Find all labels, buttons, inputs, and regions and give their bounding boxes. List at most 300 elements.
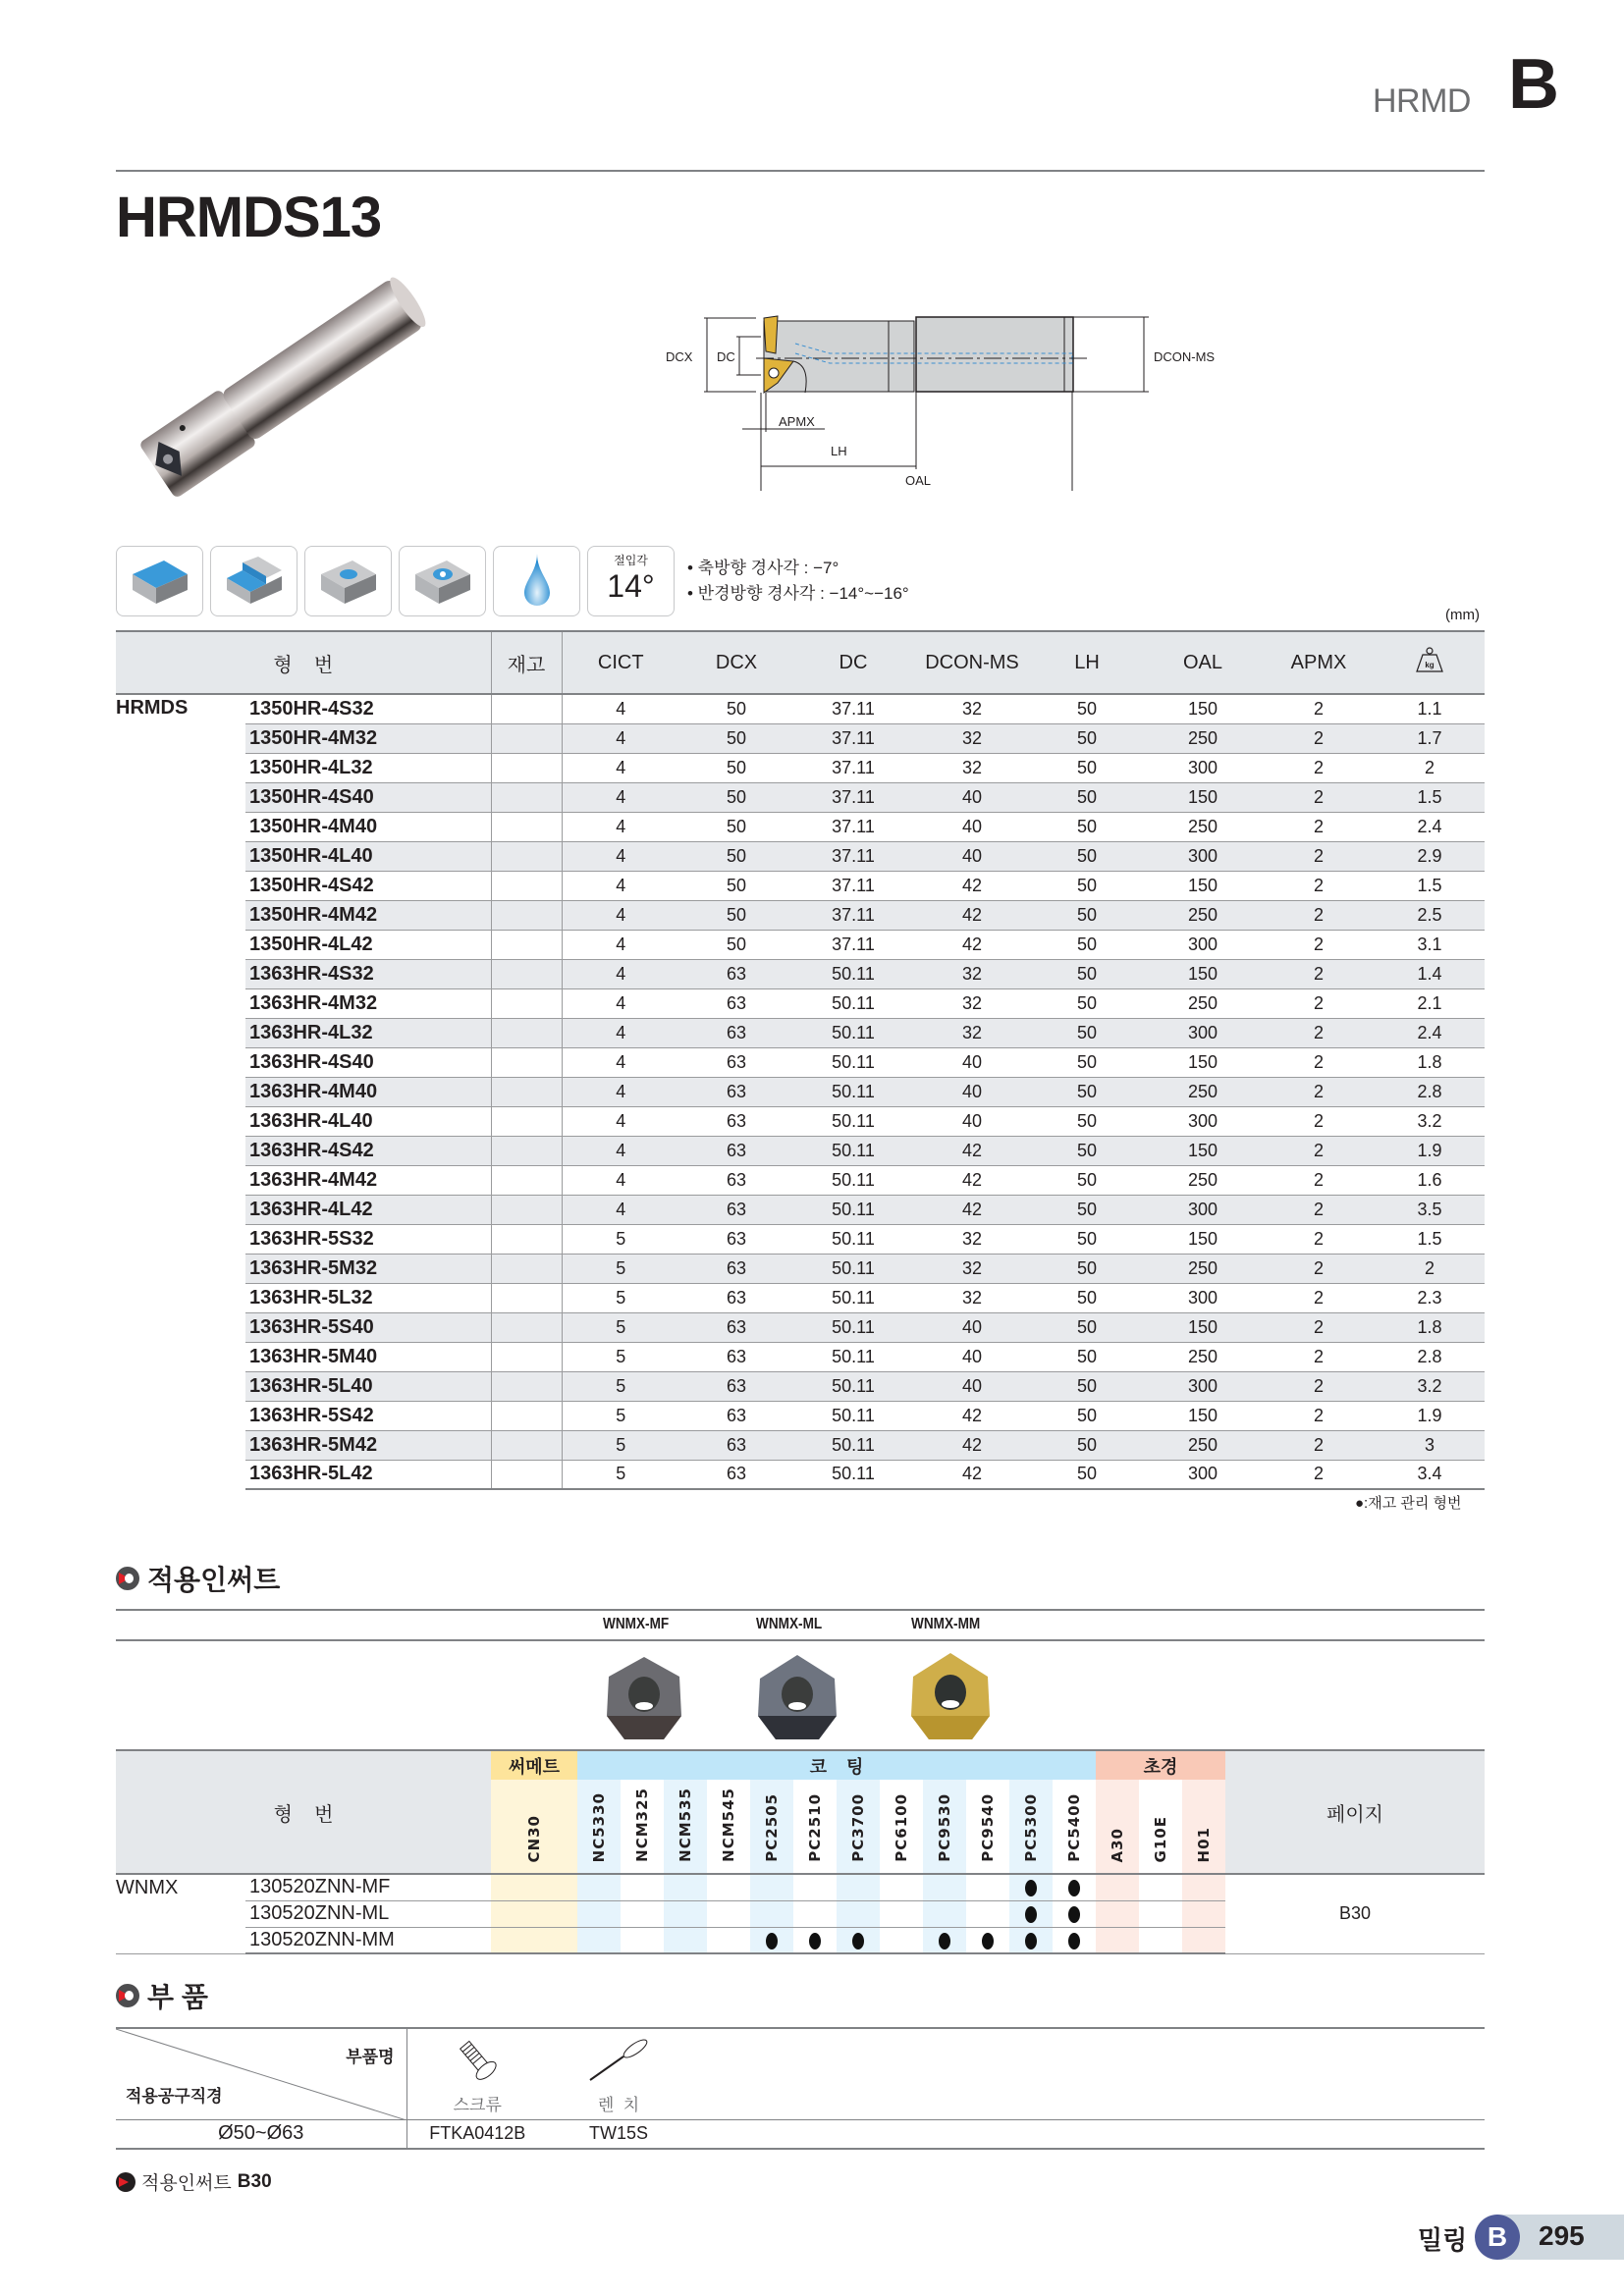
dc-cell: 50.11 <box>793 1195 913 1224</box>
stock-cell <box>491 1430 562 1460</box>
weight-cell: 1.8 <box>1375 1047 1485 1077</box>
dc-cell: 37.11 <box>793 694 913 723</box>
oal-cell: 300 <box>1143 1283 1263 1312</box>
dcon-label: DCON-MS <box>1154 349 1216 364</box>
apmx-cell: 2 <box>1263 782 1375 812</box>
lh-cell: 50 <box>1031 1460 1143 1489</box>
apmx-cell: 2 <box>1263 1371 1375 1401</box>
oal-cell: 250 <box>1143 1430 1263 1460</box>
grade-pc5400: PC5400 <box>1053 1780 1096 1874</box>
dcx-cell: 63 <box>679 1224 793 1254</box>
apply-insert-page-link[interactable]: B30 <box>237 2170 272 2192</box>
designation-code: 1363HR-4L40 <box>245 1106 491 1136</box>
cict-cell: 5 <box>562 1342 679 1371</box>
dcx-cell: 63 <box>679 1312 793 1342</box>
insert-label-ml: WNMX-ML <box>756 1616 823 1632</box>
grade-cell-pc2505 <box>750 1900 793 1927</box>
grade-cell-ncm535 <box>664 1927 707 1953</box>
stock-cell <box>491 1254 562 1283</box>
svg-text:kg: kg <box>1425 661 1435 669</box>
insert-row <box>116 1874 1485 1900</box>
grade-cell-g10e <box>1139 1874 1182 1900</box>
cict-cell: 5 <box>562 1283 679 1312</box>
grade-cell-pc3700 <box>837 1900 880 1927</box>
part-name-header: 부품명 <box>346 2048 395 2066</box>
dcon-cell: 40 <box>913 1047 1031 1077</box>
designation-code: 1363HR-4M42 <box>245 1165 491 1195</box>
lh-cell: 50 <box>1031 1312 1143 1342</box>
grade-h01: H01 <box>1182 1780 1225 1874</box>
weight-cell: 3 <box>1375 1430 1485 1460</box>
insert-image-mf <box>595 1649 693 1747</box>
dcx-cell: 50 <box>679 782 793 812</box>
dc-cell: 50.11 <box>793 1342 913 1371</box>
technical-drawing <box>648 304 1237 491</box>
oal-cell: 250 <box>1143 1165 1263 1195</box>
oal-cell: 150 <box>1143 1312 1263 1342</box>
grade-cell-h01 <box>1182 1874 1225 1900</box>
radial-rake-note: • 반경방향 경사각 : −14°~−16° <box>687 584 909 603</box>
grade-cell-pc5400 <box>1053 1927 1096 1953</box>
oal-cell: 250 <box>1143 723 1263 753</box>
weight-cell: 1.9 <box>1375 1401 1485 1430</box>
footer-chapter-badge: B <box>1475 2215 1520 2260</box>
cict-cell: 4 <box>562 1018 679 1047</box>
apmx-header: APMX <box>1263 631 1375 694</box>
catalog-page-ref[interactable]: B30 <box>1225 1874 1485 1953</box>
screw-label: 스크류 <box>453 2095 502 2114</box>
designation-code: 1363HR-5S32 <box>245 1224 491 1254</box>
designation-code: 1363HR-5L32 <box>245 1283 491 1312</box>
grade-cell-ncm535 <box>664 1900 707 1927</box>
header-divider <box>116 170 1485 172</box>
stock-cell <box>491 1077 562 1106</box>
grade-cell-pc5300 <box>1009 1874 1053 1900</box>
table-row <box>116 1136 1485 1165</box>
dcon-cell: 40 <box>913 1106 1031 1136</box>
stock-cell <box>491 1018 562 1047</box>
screw-code: FTKA0412B <box>406 2119 548 2149</box>
dcon-cell: 42 <box>913 1165 1031 1195</box>
application-icons <box>116 546 675 616</box>
apmx-cell: 2 <box>1263 988 1375 1018</box>
cict-cell: 4 <box>562 1165 679 1195</box>
dcx-cell: 63 <box>679 1165 793 1195</box>
dc-cell: 50.11 <box>793 1430 913 1460</box>
designation-code: 1350HR-4S42 <box>245 871 491 900</box>
table-row <box>116 1224 1485 1254</box>
weight-cell: 3.5 <box>1375 1195 1485 1224</box>
dc-cell: 37.11 <box>793 812 913 841</box>
dc-cell: 37.11 <box>793 782 913 812</box>
grade-cell-pc6100 <box>880 1874 923 1900</box>
oal-cell: 150 <box>1143 1224 1263 1254</box>
grade-cell-h01 <box>1182 1900 1225 1927</box>
parts-header-row <box>116 2028 1485 2119</box>
axial-rake-note: • 축방향 경사각 : −7° <box>687 559 839 577</box>
coolant-drop-icon <box>493 546 580 616</box>
dcon-cell: 40 <box>913 1342 1031 1371</box>
screw-icon <box>453 2037 502 2086</box>
section-bullet-icon <box>116 1567 139 1590</box>
lh-cell: 50 <box>1031 930 1143 959</box>
grade-cell-ncm545 <box>707 1927 750 1953</box>
page-header: 페이지 <box>1225 1750 1485 1874</box>
weight-cell: 1.6 <box>1375 1165 1485 1195</box>
dcx-label: DCX <box>666 349 693 364</box>
grade-a30: A30 <box>1096 1780 1139 1874</box>
dcon-header: DCON-MS <box>913 631 1031 694</box>
grade-cell-pc3700 <box>837 1927 880 1953</box>
table-row <box>116 1460 1485 1489</box>
dc-cell: 37.11 <box>793 723 913 753</box>
footer-section-label: 밀링 <box>1418 2225 1468 2255</box>
insert-rule-mid <box>116 1639 1485 1641</box>
dcon-cell: 32 <box>913 694 1031 723</box>
stock-dot-icon <box>939 1933 950 1949</box>
table-row <box>116 1195 1485 1224</box>
insert-image-ml <box>748 1649 846 1747</box>
dcon-cell: 32 <box>913 1224 1031 1254</box>
lh-cell: 50 <box>1031 959 1143 988</box>
grade-cell-nc5330 <box>577 1874 621 1900</box>
dc-cell: 50.11 <box>793 1077 913 1106</box>
stock-dot-icon <box>809 1933 821 1949</box>
slotting-icon <box>304 546 392 616</box>
designation-code: 1363HR-4M32 <box>245 988 491 1018</box>
dcx-cell: 50 <box>679 753 793 782</box>
dcx-cell: 63 <box>679 1018 793 1047</box>
coating-group-header: 코 팅 <box>577 1750 1096 1780</box>
stock-cell <box>491 1283 562 1312</box>
weight-cell: 2.4 <box>1375 812 1485 841</box>
cict-header: CICT <box>562 631 679 694</box>
designation-code: 1350HR-4M40 <box>245 812 491 841</box>
stock-cell <box>491 723 562 753</box>
dcon-cell: 32 <box>913 723 1031 753</box>
oal-cell: 300 <box>1143 930 1263 959</box>
lh-cell: 50 <box>1031 1195 1143 1224</box>
oal-cell: 150 <box>1143 1401 1263 1430</box>
dcx-cell: 63 <box>679 1254 793 1283</box>
stock-cell <box>491 1136 562 1165</box>
apmx-cell: 2 <box>1263 1047 1375 1077</box>
cict-cell: 5 <box>562 1460 679 1489</box>
stock-dot-icon <box>1025 1906 1037 1923</box>
oal-cell: 150 <box>1143 782 1263 812</box>
cict-cell: 4 <box>562 1106 679 1136</box>
grade-cell-ncm325 <box>621 1874 664 1900</box>
designation-code: 1350HR-4M42 <box>245 900 491 930</box>
oal-cell: 300 <box>1143 753 1263 782</box>
cermet-group-header: 써메트 <box>491 1750 577 1780</box>
dcon-cell: 32 <box>913 753 1031 782</box>
dcx-cell: 50 <box>679 812 793 841</box>
grade-cn30: CN30 <box>491 1780 577 1874</box>
dc-cell: 37.11 <box>793 900 913 930</box>
weight-cell: 2 <box>1375 753 1485 782</box>
cict-cell: 5 <box>562 1254 679 1283</box>
dcx-cell: 63 <box>679 1136 793 1165</box>
drawing-lines <box>648 304 1237 491</box>
lh-cell: 50 <box>1031 1342 1143 1371</box>
table-row <box>116 812 1485 841</box>
grade-cell-pc2510 <box>793 1927 837 1953</box>
grade-pc9530: PC9530 <box>923 1780 966 1874</box>
cict-cell: 4 <box>562 930 679 959</box>
apmx-cell: 2 <box>1263 1106 1375 1136</box>
designation-code: 1363HR-4M40 <box>245 1077 491 1106</box>
designation-code: 1363HR-5M42 <box>245 1430 491 1460</box>
stock-cell <box>491 1195 562 1224</box>
specification-table <box>116 630 1485 1490</box>
oal-cell: 300 <box>1143 841 1263 871</box>
designation-code: 1350HR-4L42 <box>245 930 491 959</box>
dcon-cell: 40 <box>913 1371 1031 1401</box>
apmx-cell: 2 <box>1263 930 1375 959</box>
table-row <box>116 959 1485 988</box>
grade-cell-nc5330 <box>577 1927 621 1953</box>
oal-cell: 300 <box>1143 1371 1263 1401</box>
dc-cell: 50.11 <box>793 1106 913 1136</box>
table-row <box>116 841 1485 871</box>
table-row <box>116 1106 1485 1136</box>
table-row <box>116 900 1485 930</box>
oal-cell: 150 <box>1143 959 1263 988</box>
apmx-cell: 2 <box>1263 871 1375 900</box>
lh-cell: 50 <box>1031 782 1143 812</box>
stock-dot-icon <box>982 1933 994 1949</box>
lh-label: LH <box>831 444 847 458</box>
weight-cell: 3.4 <box>1375 1460 1485 1489</box>
weight-cell: 1.5 <box>1375 782 1485 812</box>
designation-code: 1363HR-5L40 <box>245 1371 491 1401</box>
table-row <box>116 1283 1485 1312</box>
dcon-cell: 32 <box>913 1018 1031 1047</box>
grade-cell-pc9540 <box>966 1927 1009 1953</box>
face-milling-icon <box>116 546 203 616</box>
dcx-cell: 63 <box>679 1371 793 1401</box>
stock-cell <box>491 1371 562 1401</box>
grade-cell-a30 <box>1096 1900 1139 1927</box>
dcon-cell: 32 <box>913 988 1031 1018</box>
dc-label: DC <box>717 349 735 364</box>
grade-cell-pc2505 <box>750 1874 793 1900</box>
stock-dot-icon <box>1025 1880 1037 1896</box>
designation-code: 1363HR-5S42 <box>245 1401 491 1430</box>
grade-cell-cn30 <box>491 1927 577 1953</box>
table-row <box>116 930 1485 959</box>
grade-pc6100: PC6100 <box>880 1780 923 1874</box>
apmx-cell: 2 <box>1263 959 1375 988</box>
stock-cell <box>491 1401 562 1430</box>
grade-cell-pc3700 <box>837 1874 880 1900</box>
dcx-cell: 63 <box>679 1430 793 1460</box>
cict-cell: 4 <box>562 1195 679 1224</box>
apmx-cell: 2 <box>1263 694 1375 723</box>
oal-cell: 300 <box>1143 1106 1263 1136</box>
dcon-cell: 32 <box>913 959 1031 988</box>
grade-pc2510: PC2510 <box>793 1780 837 1874</box>
stock-cell <box>491 1342 562 1371</box>
dc-cell: 50.11 <box>793 988 913 1018</box>
grade-cell-pc9530 <box>923 1874 966 1900</box>
lh-cell: 50 <box>1031 812 1143 841</box>
grade-cell-nc5330 <box>577 1900 621 1927</box>
grade-cell-pc9540 <box>966 1900 1009 1927</box>
apmx-cell: 2 <box>1263 1195 1375 1224</box>
cict-cell: 4 <box>562 1047 679 1077</box>
grade-pc9540: PC9540 <box>966 1780 1009 1874</box>
oal-cell: 250 <box>1143 1077 1263 1106</box>
dc-cell: 50.11 <box>793 1224 913 1254</box>
oal-cell: 150 <box>1143 871 1263 900</box>
designation-code: 1350HR-4M32 <box>245 723 491 753</box>
dcx-cell: 50 <box>679 871 793 900</box>
dcx-cell: 50 <box>679 900 793 930</box>
oal-cell: 300 <box>1143 1018 1263 1047</box>
designation-code: 1350HR-4S40 <box>245 782 491 812</box>
weight-cell: 2.5 <box>1375 900 1485 930</box>
dcx-cell: 63 <box>679 1047 793 1077</box>
grade-cell-pc9530 <box>923 1927 966 1953</box>
section-bullet-icon <box>116 1984 139 2007</box>
apmx-cell: 2 <box>1263 1254 1375 1283</box>
grade-cell-pc5400 <box>1053 1874 1096 1900</box>
designation-code: 1363HR-4L42 <box>245 1195 491 1224</box>
dc-header: DC <box>793 631 913 694</box>
oal-cell: 250 <box>1143 900 1263 930</box>
dc-cell: 50.11 <box>793 1371 913 1401</box>
apmx-cell: 2 <box>1263 1401 1375 1430</box>
dcon-cell: 42 <box>913 1460 1031 1489</box>
table-row <box>116 1401 1485 1430</box>
carbide-group-header: 초경 <box>1096 1750 1225 1780</box>
dc-cell: 50.11 <box>793 1401 913 1430</box>
cict-cell: 4 <box>562 723 679 753</box>
grade-cell-h01 <box>1182 1927 1225 1953</box>
grade-group-row <box>116 1750 1485 1780</box>
oal-cell: 250 <box>1143 1254 1263 1283</box>
lh-cell: 50 <box>1031 1371 1143 1401</box>
designation-code: 1363HR-4S32 <box>245 959 491 988</box>
pocketing-icon <box>399 546 486 616</box>
grade-cell-pc6100 <box>880 1900 923 1927</box>
apmx-cell: 2 <box>1263 812 1375 841</box>
insert-code: 130520ZNN-MM <box>245 1927 491 1953</box>
table-row <box>116 1430 1485 1460</box>
table-row <box>116 1165 1485 1195</box>
dcon-cell: 42 <box>913 1136 1031 1165</box>
stock-dot-icon <box>1068 1880 1080 1896</box>
apmx-cell: 2 <box>1263 1312 1375 1342</box>
inserts-section-heading: 적용인써트 <box>116 1559 280 1598</box>
grade-cell-pc6100 <box>880 1927 923 1953</box>
weight-header <box>1375 631 1485 694</box>
grade-cell-ncm325 <box>621 1927 664 1953</box>
dcon-cell: 42 <box>913 1401 1031 1430</box>
dcon-cell: 40 <box>913 812 1031 841</box>
dcon-cell: 40 <box>913 782 1031 812</box>
grade-cell-pc2505 <box>750 1927 793 1953</box>
weight-cell: 1.1 <box>1375 694 1485 723</box>
dcx-cell: 63 <box>679 1077 793 1106</box>
dcon-cell: 32 <box>913 1254 1031 1283</box>
dcx-cell: 63 <box>679 1401 793 1430</box>
stock-cell <box>491 753 562 782</box>
dc-cell: 50.11 <box>793 1018 913 1047</box>
stock-cell <box>491 900 562 930</box>
grade-cell-pc9530 <box>923 1900 966 1927</box>
dcon-cell: 42 <box>913 900 1031 930</box>
stock-cell <box>491 1312 562 1342</box>
table-row <box>116 753 1485 782</box>
lh-cell: 50 <box>1031 694 1143 723</box>
dcon-cell: 40 <box>913 1312 1031 1342</box>
dcx-cell: 63 <box>679 1460 793 1489</box>
lh-cell: 50 <box>1031 1283 1143 1312</box>
grade-designation-header: 형 번 <box>116 1750 491 1874</box>
designation-code: 1350HR-4S32 <box>245 694 491 723</box>
table-row <box>116 1254 1485 1283</box>
approach-angle-value: 14° <box>607 568 655 604</box>
lh-header: LH <box>1031 631 1143 694</box>
dcx-cell: 63 <box>679 1342 793 1371</box>
approach-angle-box <box>587 546 675 616</box>
stock-legend: ●:재고 관리 형번 <box>1355 1495 1462 1512</box>
table-row <box>116 694 1485 723</box>
cict-cell: 5 <box>562 1401 679 1430</box>
screw-header <box>406 2028 548 2119</box>
lh-cell: 50 <box>1031 1047 1143 1077</box>
dc-cell: 50.11 <box>793 1283 913 1312</box>
oal-cell: 250 <box>1143 812 1263 841</box>
table-row <box>116 782 1485 812</box>
oal-cell: 150 <box>1143 1136 1263 1165</box>
apmx-cell: 2 <box>1263 1342 1375 1371</box>
dc-cell: 50.11 <box>793 1136 913 1165</box>
stock-cell <box>491 782 562 812</box>
dcon-cell: 42 <box>913 930 1031 959</box>
oal-cell: 150 <box>1143 1047 1263 1077</box>
grade-pc2505: PC2505 <box>750 1780 793 1874</box>
table-row <box>116 871 1485 900</box>
lh-cell: 50 <box>1031 1224 1143 1254</box>
stock-cell <box>491 1224 562 1254</box>
grade-pc5300: PC5300 <box>1009 1780 1053 1874</box>
lh-cell: 50 <box>1031 1106 1143 1136</box>
weight-cell: 2.1 <box>1375 988 1485 1018</box>
lh-cell: 50 <box>1031 841 1143 871</box>
stock-dot-icon <box>1068 1906 1080 1923</box>
lh-cell: 50 <box>1031 1018 1143 1047</box>
table-row <box>116 1018 1485 1047</box>
insert-image-mm <box>901 1649 1000 1747</box>
table-row <box>116 988 1485 1018</box>
weight-cell: 2.4 <box>1375 1018 1485 1047</box>
table-row <box>116 1371 1485 1401</box>
dcon-cell: 40 <box>913 841 1031 871</box>
dc-cell: 50.11 <box>793 1254 913 1283</box>
tool-dia-value: Ø50~Ø63 <box>116 2119 406 2149</box>
grade-cell-ncm545 <box>707 1874 750 1900</box>
table-row <box>116 1077 1485 1106</box>
apmx-cell: 2 <box>1263 723 1375 753</box>
dc-cell: 50.11 <box>793 1047 913 1077</box>
oal-header: OAL <box>1143 631 1263 694</box>
weight-cell: 1.5 <box>1375 871 1485 900</box>
tool-dia-header: 적용공구직경 <box>126 2087 223 2106</box>
